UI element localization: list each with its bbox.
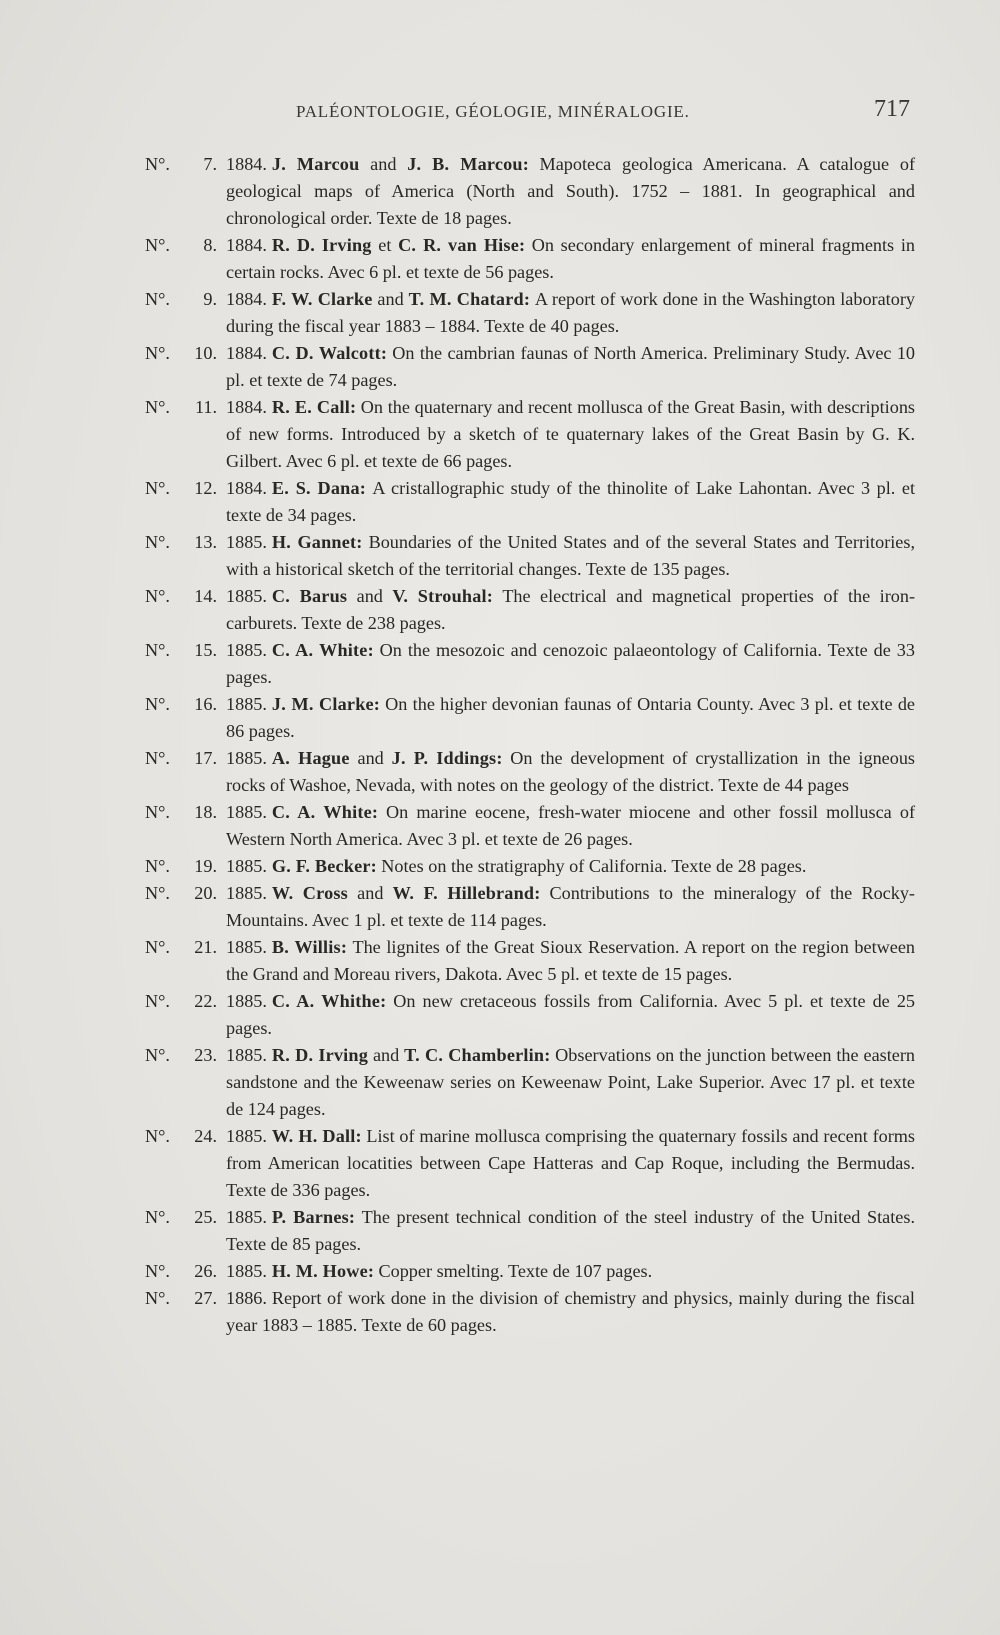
entry-number	[145, 853, 223, 880]
entry-number	[145, 1123, 223, 1150]
entry-year: 1884.	[226, 154, 267, 174]
entry-number	[145, 745, 223, 772]
entry-number-prefix: N°.	[145, 1126, 170, 1146]
entry-description: Observations on the junction between the eastern sandstone and the Keweenaw series on Keweenaw Point, Lake Superior. Avec 17 pl. et texte de 124 pages.	[226, 1045, 915, 1119]
entry-author: W. Cross	[271, 883, 348, 903]
list-item	[145, 880, 915, 934]
entry-author: W. H. Dall	[271, 1126, 356, 1146]
list-item	[145, 232, 915, 286]
entry-author: C. A. Whithe	[271, 991, 381, 1011]
entry-author-separator: and	[368, 1045, 405, 1065]
entry-author-separator: :	[534, 883, 550, 903]
list-item	[145, 394, 915, 475]
entry-number-prefix: N°.	[145, 343, 170, 363]
entry-number-value: 10.	[194, 343, 217, 363]
entry-number-prefix: N°.	[145, 1261, 170, 1281]
entry-author: C. A. White	[271, 640, 368, 660]
entry-number	[145, 232, 223, 259]
entry-year: 1885.	[226, 532, 267, 552]
entry-year: 1885.	[226, 1207, 267, 1227]
entry-number-value: 17.	[194, 748, 217, 768]
list-item	[145, 529, 915, 583]
entry-year: 1885.	[226, 1261, 267, 1281]
entry-author-separator: :	[348, 1207, 362, 1227]
list-item	[145, 745, 915, 799]
entry-description: The electrical and magnetical properties of the iron-carburets. Texte de 238 pages.	[226, 586, 916, 633]
entry-author-separator: :	[355, 1126, 367, 1146]
entry-author-separator: and	[349, 748, 392, 768]
entry-number-prefix: N°.	[145, 1288, 170, 1308]
entry-number	[145, 1258, 223, 1285]
entry-author: J. B. Marcou	[407, 154, 523, 174]
entry-number-value: 22.	[194, 991, 217, 1011]
entry-year: 1886.	[226, 1288, 267, 1308]
entry-description: The lignites of the Great Sioux Reservation. A report on the region between the Grand and Moreau rivers, Dakota. Avec 5 pl. et texte de 15 pages.	[226, 937, 915, 984]
entry-year: 1884.	[226, 289, 267, 309]
entry-author-separator: :	[523, 289, 535, 309]
entry-number	[145, 1204, 223, 1231]
entry-number-prefix: N°.	[145, 1207, 170, 1227]
entry-description: Report of work done in the division of chemistry and physics, mainly during the fiscal year 1883 – 1885. Texte de 60 pages.	[226, 1288, 915, 1335]
entry-description: On the cambrian faunas of North America. Preliminary Study. Avec 10 pl. et texte de 74 pages.	[226, 343, 916, 390]
entry-number-value: 12.	[194, 478, 217, 498]
entry-description: On secondary enlargement of mineral fragments in certain rocks. Avec 6 pl. et texte de 56 pages.	[226, 235, 915, 282]
entry-description: Copper smelting. Texte de 107 pages.	[378, 1261, 653, 1281]
entry-description: The present technical condition of the steel industry of the United States. Texte de 85 pages.	[226, 1207, 915, 1254]
list-item	[145, 583, 915, 637]
entry-author: R. D. Irving	[271, 1045, 369, 1065]
entry-author-separator: :	[486, 586, 503, 606]
list-item	[145, 1285, 915, 1339]
entry-number-prefix: N°.	[145, 397, 170, 417]
list-item	[145, 340, 915, 394]
entry-number-value: 15.	[194, 640, 217, 660]
list-item	[145, 475, 915, 529]
entry-number-value: 11.	[194, 397, 217, 417]
list-item	[145, 286, 915, 340]
entry-author-separator: :	[373, 694, 386, 714]
entry-author-separator: :	[380, 343, 393, 363]
entry-author: P. Barnes	[271, 1207, 349, 1227]
page-number: 717	[874, 96, 910, 122]
entry-author-separator: :	[359, 478, 373, 498]
entry-author-separator: :	[367, 1261, 379, 1281]
entry-author-separator: and	[359, 154, 408, 174]
entry-author: W. F. Hillebrand	[392, 883, 535, 903]
entry-number-value: 14.	[194, 586, 217, 606]
list-item	[145, 1123, 915, 1204]
entry-number	[145, 1285, 223, 1312]
entry-number-prefix: N°.	[145, 937, 170, 957]
entry-number-value: 25.	[194, 1207, 217, 1227]
entry-number-value: 21.	[194, 937, 217, 957]
list-item	[145, 1042, 915, 1123]
entry-author: R. D. Irving	[271, 235, 372, 255]
entry-number-prefix: N°.	[145, 640, 170, 660]
entry-number	[145, 988, 223, 1015]
entry-number-value: 13.	[194, 532, 217, 552]
entry-year: 1885.	[226, 640, 267, 660]
entry-number-prefix: N°.	[145, 694, 170, 714]
entry-author-separator: and	[347, 586, 393, 606]
page-header	[150, 96, 910, 132]
entry-author-separator: and	[372, 289, 409, 309]
entry-author: R. E. Call	[271, 397, 351, 417]
list-item	[145, 151, 915, 232]
entry-description: On the quaternary and recent mollusca of the Great Basin, with descriptions of new forms. Introduced by a sketch of te quaternary lakes of the Great Basin by G. K. Gilbert. Avec 6 pl. et texte de 66 pages.	[226, 397, 915, 471]
entry-number-value: 16.	[194, 694, 217, 714]
entry-number-prefix: N°.	[145, 154, 170, 174]
entry-author-separator: :	[371, 802, 387, 822]
entry-author-separator: :	[370, 856, 382, 876]
entry-number-value: 8.	[203, 235, 217, 255]
entry-author-separator: :	[544, 1045, 556, 1065]
entry-number-value: 7.	[203, 154, 217, 174]
entry-number	[145, 529, 223, 556]
entry-author: B. Willis	[271, 937, 341, 957]
entry-author-separator: et	[371, 235, 399, 255]
entry-year: 1885.	[226, 694, 267, 714]
entry-number	[145, 934, 223, 961]
entry-number	[145, 1042, 223, 1069]
entry-author: F. W. Clarke	[271, 289, 373, 309]
entry-description: On new cretaceous fossils from California. Avec 5 pl. et texte de 25 pages.	[226, 991, 916, 1038]
list-item	[145, 799, 915, 853]
entry-description: List of marine mollusca comprising the quaternary fossils and recent forms from American locatities between Cape Hatteras and Cap Roque, including the Bermudas. Texte de 336 pages.	[226, 1126, 916, 1200]
entry-author: V. Strouhal	[392, 586, 487, 606]
entry-author: C. Barus	[271, 586, 348, 606]
entry-author: E. S. Dana	[271, 478, 360, 498]
entry-number	[145, 691, 223, 718]
entry-author-separator: and	[347, 883, 393, 903]
entry-author: H. Gannet	[271, 532, 357, 552]
entry-number	[145, 286, 223, 313]
entry-number-value: 19.	[194, 856, 217, 876]
entry-author: T. C. Chamberlin	[404, 1045, 545, 1065]
entry-number	[145, 799, 223, 826]
entry-year: 1885.	[226, 748, 267, 768]
entry-number-prefix: N°.	[145, 478, 170, 498]
entry-year: 1885.	[226, 937, 267, 957]
entry-author: H. M. Howe	[271, 1261, 368, 1281]
running-head: PALÉONTOLOGIE, GÉOLOGIE, MINÉRALOGIE.	[296, 102, 690, 121]
entry-number	[145, 583, 223, 610]
list-item	[145, 1258, 915, 1285]
entry-author: J. M. Clarke	[271, 694, 374, 714]
entry-number-value: 27.	[194, 1288, 217, 1308]
entry-year: 1885.	[226, 991, 267, 1011]
entry-author: C. D. Walcott	[271, 343, 381, 363]
entry-number-value: 24.	[194, 1126, 217, 1146]
entry-number-prefix: N°.	[145, 235, 170, 255]
entry-author: A. Hague	[271, 748, 350, 768]
entry-author: J. Marcou	[271, 154, 360, 174]
entry-description: Boundaries of the United States and of the several States and Territories, with a historical sketch of the territorial changes. Texte de 135 pages.	[226, 532, 916, 579]
entry-author: T. M. Chatard	[408, 289, 524, 309]
entry-number	[145, 151, 223, 178]
list-item	[145, 691, 915, 745]
entry-number-value: 9.	[203, 289, 217, 309]
list-item	[145, 988, 915, 1042]
entry-number-prefix: N°.	[145, 1045, 170, 1065]
entry-description: On the higher devonian faunas of Ontaria County. Avec 3 pl. et texte de 86 pages.	[226, 694, 915, 741]
entry-author: C. A. White	[271, 802, 372, 822]
entry-year: 1884.	[226, 235, 267, 255]
list-item	[145, 853, 915, 880]
entry-description: On marine eocene, fresh-water miocene and other fossil mollusca of Western North America. Avec 3 pl. et texte de 26 pages.	[226, 802, 916, 849]
entry-number-prefix: N°.	[145, 856, 170, 876]
entry-number-value: 23.	[194, 1045, 217, 1065]
list-item	[145, 1204, 915, 1258]
entry-number-prefix: N°.	[145, 748, 170, 768]
entry-year: 1885.	[226, 883, 267, 903]
entry-author-separator: :	[522, 154, 540, 174]
entry-number-value: 26.	[194, 1261, 217, 1281]
entry-year: 1884.	[226, 478, 267, 498]
entry-number-value: 20.	[194, 883, 217, 903]
entry-number	[145, 637, 223, 664]
entry-author-separator: :	[380, 991, 394, 1011]
entry-number-prefix: N°.	[145, 289, 170, 309]
entry-number-prefix: N°.	[145, 532, 170, 552]
entry-author-separator: :	[340, 937, 353, 957]
entry-author-separator: :	[496, 748, 511, 768]
entry-author-separator: :	[350, 397, 361, 417]
entry-number	[145, 340, 223, 367]
entry-number	[145, 475, 223, 502]
entry-author: C. R. van Hise	[398, 235, 519, 255]
entry-number-prefix: N°.	[145, 586, 170, 606]
entry-author-separator: :	[519, 235, 532, 255]
entry-number	[145, 880, 223, 907]
entry-number-prefix: N°.	[145, 883, 170, 903]
entry-year: 1885.	[226, 802, 267, 822]
entry-year: 1884.	[226, 343, 267, 363]
bibliography-list	[145, 151, 915, 1339]
entry-author-separator: :	[367, 640, 380, 660]
entry-year: 1884.	[226, 397, 267, 417]
entry-author-separator: :	[356, 532, 369, 552]
entry-description: On the development of crystallization in the igneous rocks of Washoe, Nevada, with notes on the geology of the district. Texte de 44 pages	[226, 748, 916, 795]
entry-description: Notes on the stratigraphy of California. Texte de 28 pages.	[381, 856, 807, 876]
entry-description: A report of work done in the Washington laboratory during the fiscal year 1883 – 1884. Texte de 40 pages.	[226, 289, 915, 336]
entry-number-prefix: N°.	[145, 991, 170, 1011]
entry-number-value: 18.	[194, 802, 217, 822]
entry-year: 1885.	[226, 1126, 267, 1146]
entry-number-prefix: N°.	[145, 802, 170, 822]
entry-description: Contributions to the mineralogy of the Rocky-Mountains. Avec 1 pl. et texte de 114 pages.	[226, 883, 915, 930]
entry-description: On the mesozoic and cenozoic palaeontology of California. Texte de 33 pages.	[226, 640, 915, 687]
entry-author: J. P. Iddings	[391, 748, 497, 768]
list-item	[145, 637, 915, 691]
entry-description: A cristallographic study of the thinolite of Lake Lahontan. Avec 3 pl. et texte de 34 pages.	[226, 478, 916, 525]
entry-year: 1885.	[226, 856, 267, 876]
list-item	[145, 934, 915, 988]
entry-description: Mapoteca geologica Americana. A catalogue of geological maps of America (North and South). 1752 – 1881. In geographical and chronological order. Texte de 18 pages.	[226, 154, 916, 228]
entry-number	[145, 394, 223, 421]
entry-author: G. F. Becker	[271, 856, 371, 876]
entry-year: 1885.	[226, 1045, 267, 1065]
entry-year: 1885.	[226, 586, 267, 606]
